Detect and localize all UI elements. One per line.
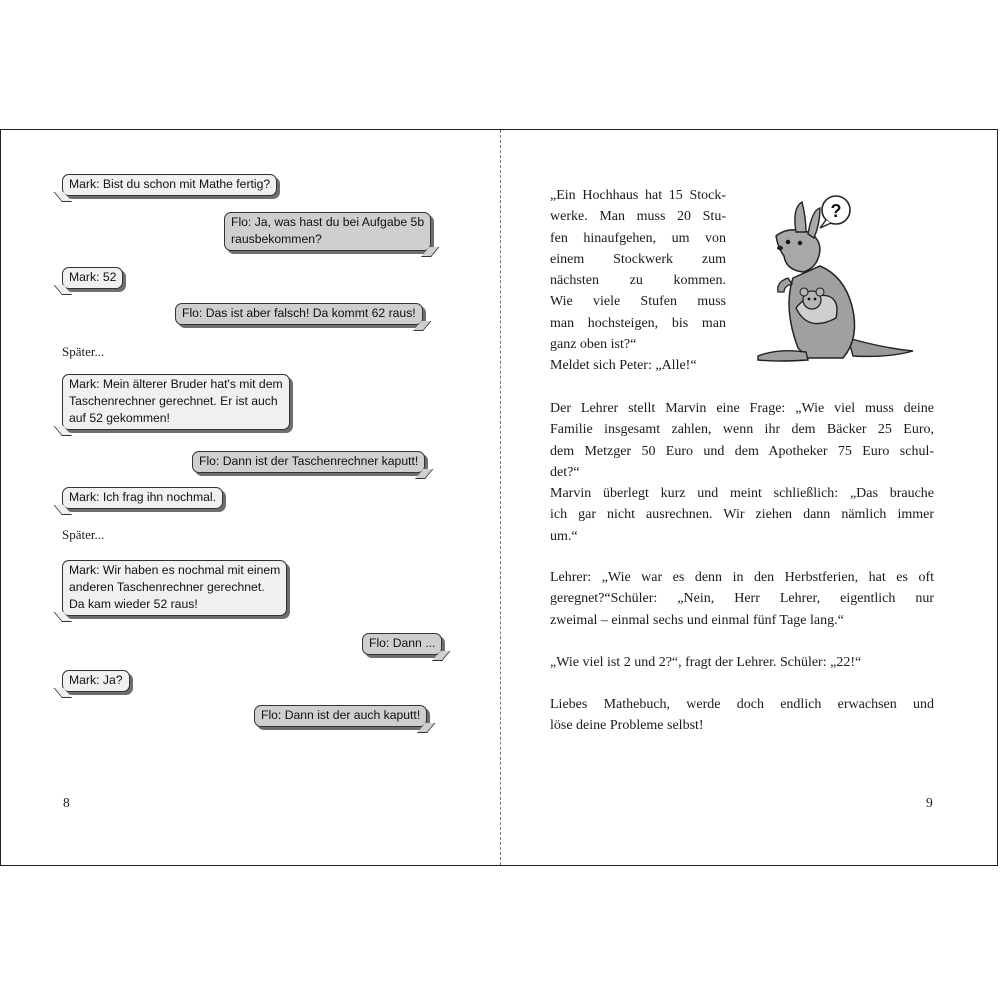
bubble-text: Flo: Ja, was hast du bei Aufgabe 5b [231,215,425,229]
joke-herbstferien [550,567,934,631]
text-line: „Wie viel ist 2 und 2?“, fragt der Lehrer. Schüler: „22!“ [550,655,862,670]
text-line: Meldet sich Peter: „Alle!“ [550,358,697,374]
bubble-text: Flo: Dann ist der Taschenrechner kaputt! [199,454,419,468]
text-line: dem Metzger 50 Euro und dem Apotheker 75 Euro schul- [550,443,934,459]
bubble-text: Mark: Bist du schon mit Mathe fertig? [69,177,271,191]
joke-mathebuch [550,694,934,737]
chat-bubble-mark [62,374,290,430]
chat-bubble-flo [192,451,425,473]
text-line: zweimal – einmal sechs und einmal fünf Tage lang.“ [550,612,844,628]
chat-bubble-mark [62,174,277,196]
text-line: Der Lehrer stellt Marvin eine Frage: „Wie viel muss deine [550,401,934,416]
text-line: werke. Man muss 20 Stu- [550,209,726,225]
page-gutter-divider [500,130,501,865]
bubble-text: anderen Taschenrechner gerechnet. [69,580,265,594]
bubble-text: Mark: Ich frag ihn nochmal. [69,490,216,504]
chat-bubble-mark [62,487,223,509]
chat-bubble-flo [362,633,442,655]
page-number-right: 9 [926,795,933,810]
text-line: Marvin überlegt kurz und meint schließlich: „Das brauche [550,486,934,502]
text-line: man hochsteigen, bis man [550,315,726,331]
kangaroo-illustration [748,188,918,368]
bubble-text: Taschenrechner gerechnet. Er ist auch [69,394,278,408]
text-line: det?“ [550,464,580,480]
joke-hochhaus [550,185,726,377]
question-mark-glyph: ? [830,201,842,221]
chat-bubble-flo [224,212,431,251]
bubble-text: Flo: Dann ist der auch kaputt! [261,708,421,722]
chat-bubble-flo [254,705,427,727]
text-line: um.“ [550,528,578,544]
bubble-text: Da kam wieder 52 raus! [69,597,198,611]
text-line: „Ein Hochhaus hat 15 Stock- [550,188,726,203]
page-number-left: 8 [63,795,70,810]
text-line: ich gar nicht ausrechnen. Wir ziehen dann nämlich immer [550,507,934,523]
text-line: ganz oben ist?“ [550,337,637,353]
text-line: nächsten zu kommen. [550,273,726,289]
text-line: Familie insgesamt zahlen, wenn ihr dem Bäcker 25 Euro, [550,422,934,438]
text-line: Wie viele Stufen muss [550,294,726,310]
text-line: Lehrer: „Wie war es denn in den Herbstferien, hat es oft [550,570,934,585]
chat-bubble-mark [62,560,287,616]
text-line: geregnet?“Schüler: „Nein, Herr Lehrer, eigentlich nur [550,591,934,607]
joke-marvin [550,398,934,547]
joke-zwei-und-zwei [550,652,934,673]
bubble-text: Flo: Dann ... [369,636,436,650]
later-caption: Später... [62,344,105,359]
bubble-text: rausbekommen? [231,232,322,246]
text-line: Liebes Mathebuch, werde doch endlich erwachsen und [550,697,934,712]
later-caption: Später... [62,527,105,542]
bubble-text: Mark: Wir haben es nochmal mit einem [69,563,281,577]
text-line: einem Stockwerk zum [550,251,726,267]
bubble-text: auf 52 gekommen! [69,411,170,425]
bubble-text: Mark: Mein älterer Bruder hat's mit dem [69,377,283,391]
bubble-text: Flo: Das ist aber falsch! Da kommt 62 raus! [182,306,416,320]
chat-bubble-flo [175,303,423,325]
chat-bubble-mark [62,670,130,692]
bubble-text: Mark: 52 [69,270,117,284]
text-line: fen hinaufgehen, um von [550,230,726,246]
chat-bubble-mark [62,267,123,289]
bubble-text: Mark: Ja? [69,673,123,687]
text-line: löse deine Probleme selbst! [550,718,704,734]
